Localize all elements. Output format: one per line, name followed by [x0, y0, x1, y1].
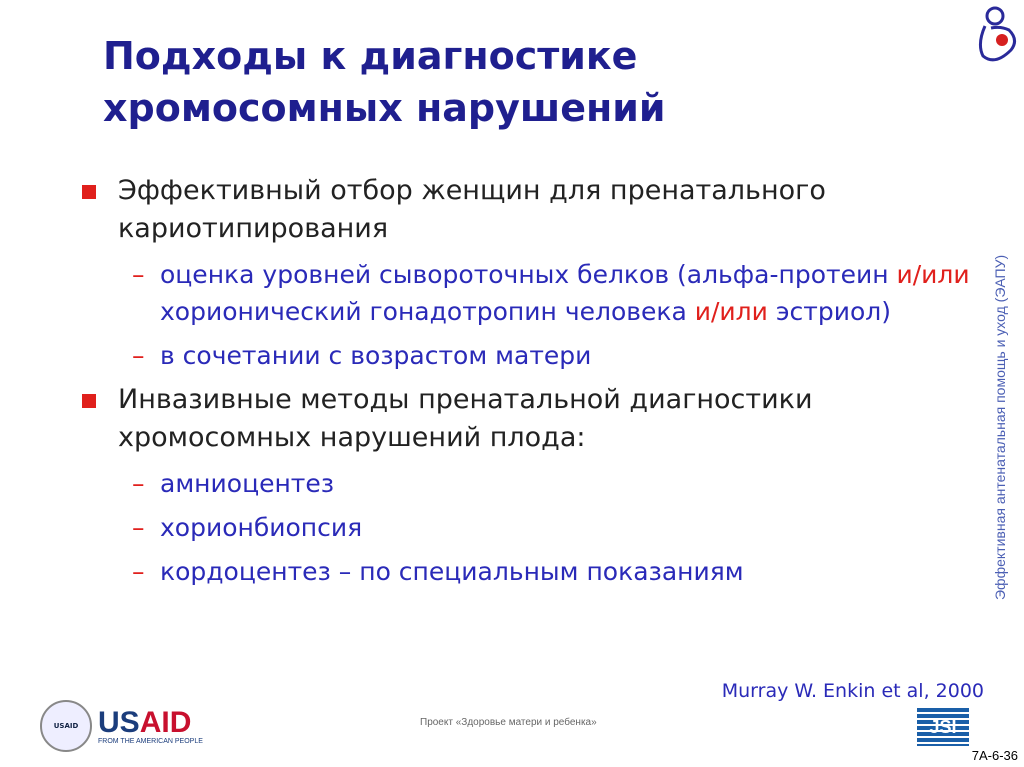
sub-bullet-item: – оценка уровней сывороточных белков (альфа-протеин и/или хорионический гонадотропин человека и/или эстриол) [132, 260, 970, 326]
jsi-logo: JSI [917, 708, 969, 746]
bullet-item: Эффективный отбор женщин для пренатального кариотипирования [80, 172, 980, 248]
sub-bullet-item: – кордоцентез – по специальным показаниям [132, 557, 744, 586]
bullet-square-icon [82, 394, 96, 408]
slide-title: Подходы к диагностике хромосомных нарушений [103, 34, 666, 130]
slide-number: 7A-6-36 [971, 748, 1018, 763]
project-name: Проект «Здоровье матери и ребенка» [420, 717, 597, 728]
usaid-seal-icon: USAID [40, 700, 92, 752]
usaid-logo: USAID USAID FROM THE AMERICAN PEOPLE [40, 700, 203, 752]
side-caption: Эффективная антенатальная помощь и уход (ЭАПУ) [992, 254, 1008, 600]
mother-child-logo-icon [975, 4, 1019, 66]
sub-bullet-item: – амниоцентез [132, 469, 335, 498]
citation: Murray W. Enkin et al, 2000 [721, 680, 984, 702]
sub-bullet-item: – хорионбиопсия [132, 513, 363, 542]
sub-bullet-item: – в сочетании с возрастом матери [132, 341, 592, 370]
bullet-square-icon [82, 185, 96, 199]
bullet-list [80, 172, 980, 597]
bullet-item: Инвазивные методы пренатальной диагностики хромосомных нарушений плода: [80, 381, 980, 457]
